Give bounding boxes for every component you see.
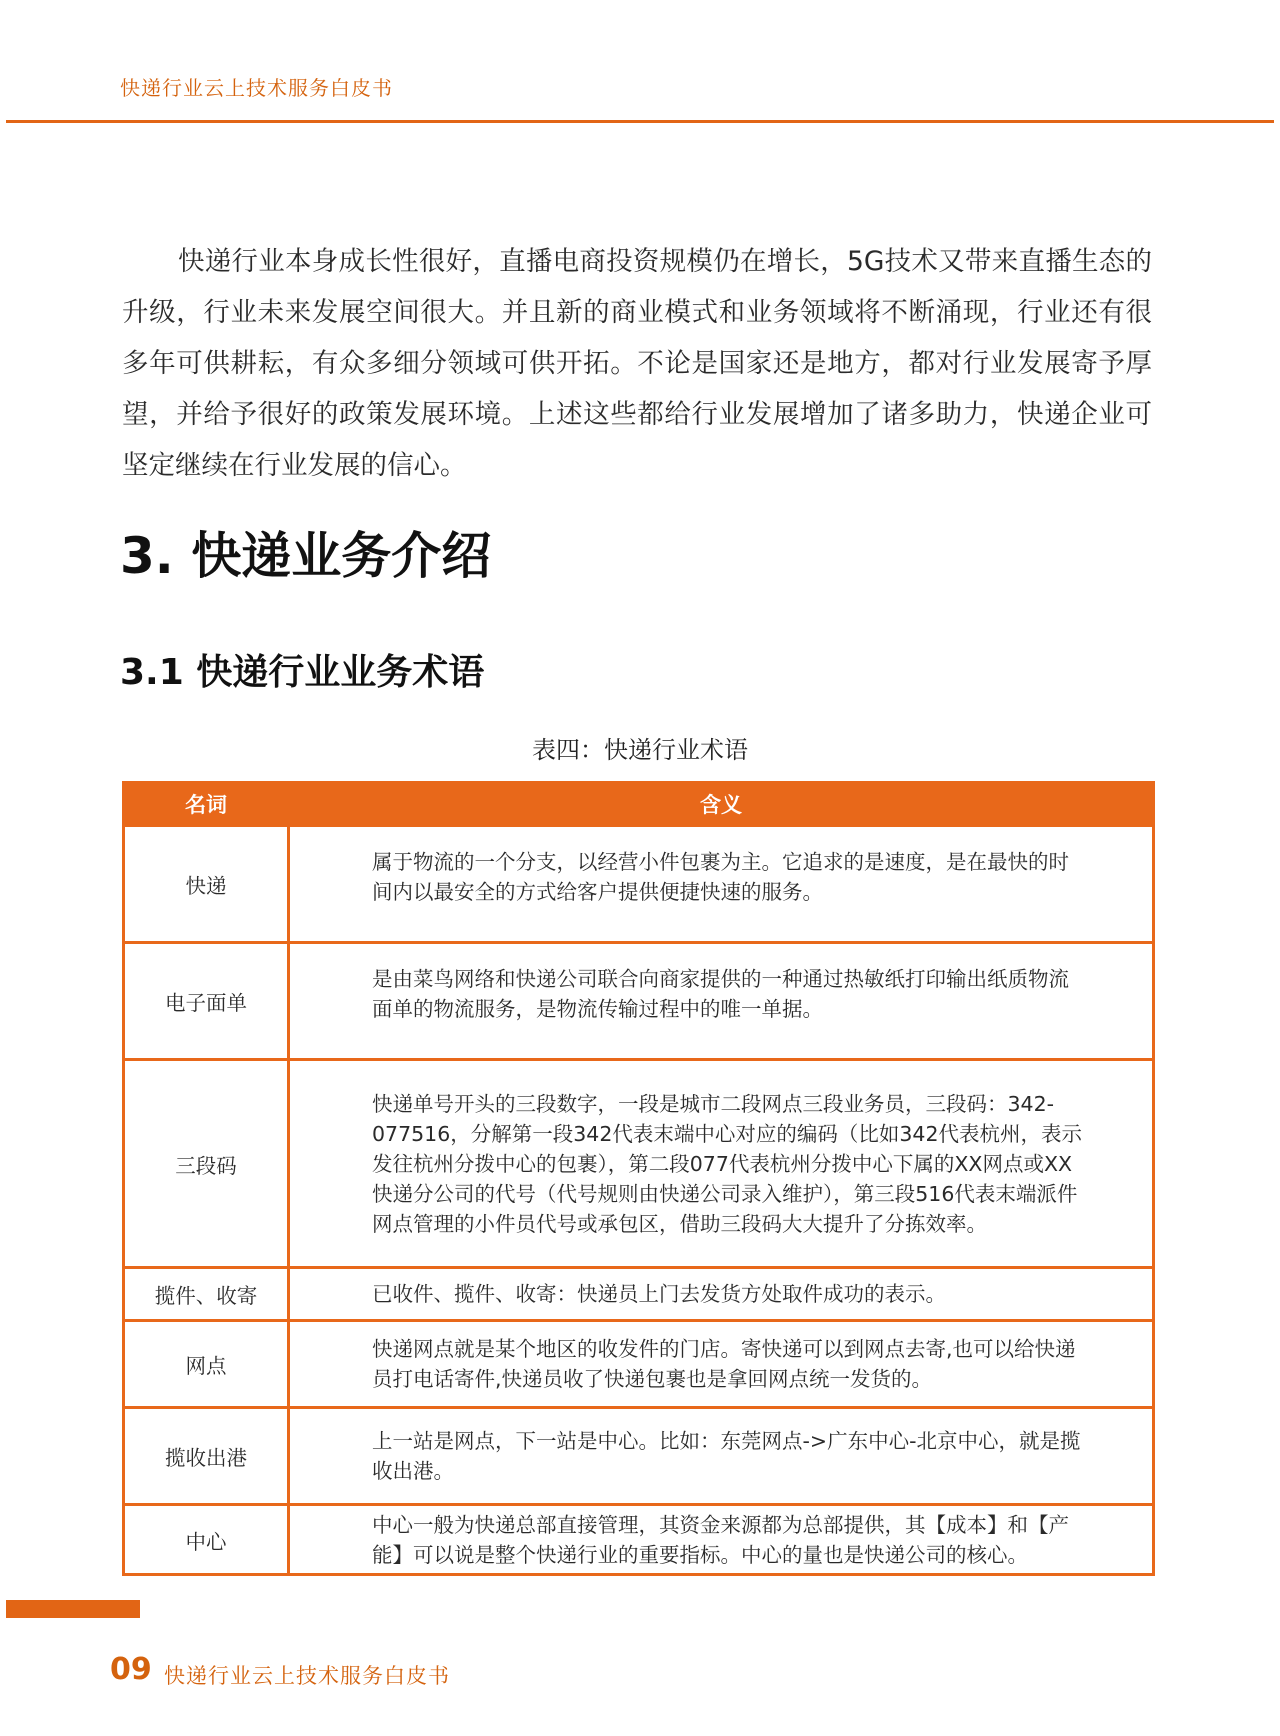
term-cell: 揽收出港 <box>124 1408 289 1505</box>
table-caption: 表四：快递行业术语 <box>532 736 748 764</box>
term-cell: 电子面单 <box>124 943 289 1060</box>
term-cell: 揽件、收寄 <box>124 1268 289 1321</box>
table-row <box>124 943 1154 1060</box>
table-row <box>124 1408 1154 1505</box>
term-cell: 三段码 <box>124 1060 289 1268</box>
subsection-heading: 3.1 快递行业业务术语 <box>120 652 485 693</box>
table-row <box>124 826 1154 943</box>
table-row <box>124 1321 1154 1408</box>
page-number: 09 <box>110 1652 152 1687</box>
footer-title: 快递行业云上技术服务白皮书 <box>164 1664 450 1688</box>
terms-table <box>122 781 1155 1576</box>
meaning-cell: 已收件、揽件、收寄：快递员上门去发货方处取件成功的表示。 <box>289 1268 1154 1321</box>
term-cell: 快递 <box>124 826 289 943</box>
intro-paragraph: 快递行业本身成长性很好，直播电商投资规模仍在增长，5G技术又带来直播生态的升级，行业未来发展空间很大。并且新的商业模式和业务领域将不断涌现，行业还有很多年可供耕耘，有众多细分领域可供开拓。不论是国家还是地方，都对行业发展寄予厚望，并给予很好的政策发展环境。上述这些都给行业发展增加了诸多助力，快递企业可坚定继续在行业发展的信心。 <box>122 246 1152 481</box>
footer-accent-bar <box>6 1600 140 1618</box>
meaning-cell: 中心一般为快递总部直接管理，其资金来源都为总部提供，其【成本】和【产能】可以说是整个快递行业的重要指标。中心的量也是快递公司的核心。 <box>289 1505 1154 1575</box>
header-divider <box>6 120 1274 123</box>
column-header-meaning: 含义 <box>289 783 1154 826</box>
meaning-cell: 上一站是网点，下一站是中心。比如：东莞网点->广东中心-北京中心，就是揽收出港。 <box>289 1408 1154 1505</box>
table-header-row <box>124 783 1154 826</box>
term-cell: 中心 <box>124 1505 289 1575</box>
meaning-cell: 快递网点就是某个地区的收发件的门店。寄快递可以到网点去寄,也可以给快递员打电话寄件,快递员收了快递包裹也是拿回网点统一发货的。 <box>289 1321 1154 1408</box>
section-heading: 3. 快递业务介绍 <box>120 527 492 585</box>
table-row <box>124 1505 1154 1575</box>
meaning-cell: 属于物流的一个分支，以经营小件包裹为主。它追求的是速度，是在最快的时间内以最安全的方式给客户提供便捷快速的服务。 <box>289 826 1154 943</box>
table-row <box>124 1060 1154 1268</box>
table-row <box>124 1268 1154 1321</box>
term-cell: 网点 <box>124 1321 289 1408</box>
running-header-title: 快递行业云上技术服务白皮书 <box>120 76 393 100</box>
column-header-term: 名词 <box>124 783 289 826</box>
meaning-cell: 快递单号开头的三段数字，一段是城市二段网点三段业务员，三段码：342-077516，分解第一段342代表末端中心对应的编码（比如342代表杭州，表示发往杭州分拨中心的包裹），第二段077代表杭州分拨中心下属的XX网点或XX快递分公司的代号（代号规则由快递公司录入维护），第三段516代表末端派件网点管理的小件员代号或承包区，借助三段码大大提升了分拣效率。 <box>289 1060 1154 1268</box>
meaning-cell: 是由菜鸟网络和快递公司联合向商家提供的一种通过热敏纸打印输出纸质物流面单的物流服务，是物流传输过程中的唯一单据。 <box>289 943 1154 1060</box>
